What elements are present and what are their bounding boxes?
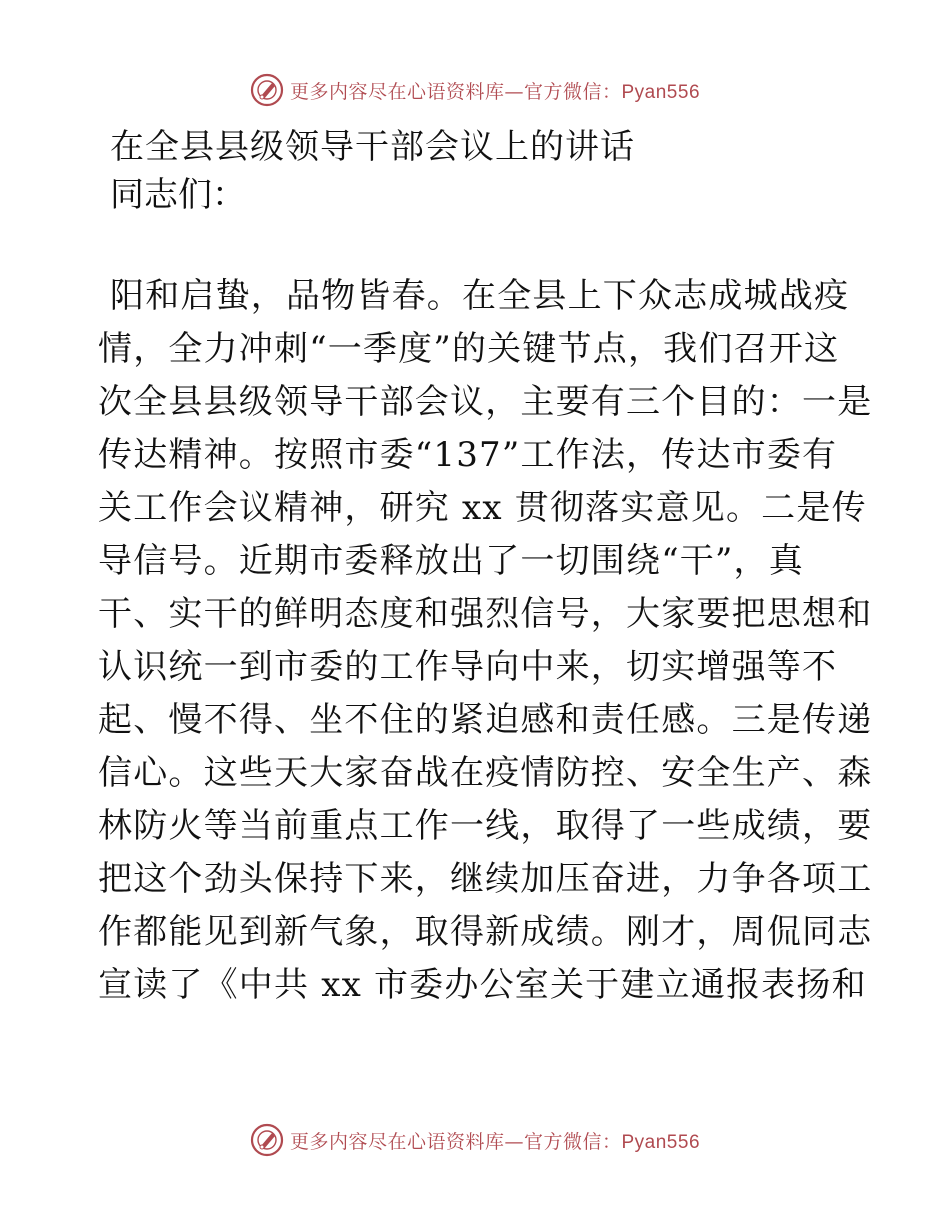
body-line: 情，全力冲刺“一季度”的关键节点，我们召开这: [98, 329, 840, 369]
pen-nib-logo-icon: [250, 1123, 284, 1157]
body-line: 传达精神。按照市委“137”工作法，传达市委有: [98, 435, 838, 475]
watermark-text: 更多内容尽在心语资料库—官方微信：: [289, 80, 622, 103]
body-line: 宣读了《中共 xx 市委办公室关于建立通报表扬和: [98, 965, 867, 1005]
watermark-handle: Pyan556: [621, 81, 701, 103]
body-line: 林防火等当前重点工作一线，取得了一些成绩，要: [98, 806, 873, 846]
body-line: 干、实干的鲜明态度和强烈信号，大家要把思想和: [98, 594, 873, 634]
document-title: 在全县县级领导干部会议上的讲话: [110, 127, 635, 167]
footer-watermark: [0, 1120, 950, 1160]
body-line: 信心。这些天大家奋战在疫情防控、安全生产、森: [98, 753, 873, 793]
document-body: [98, 270, 873, 1012]
body-line: 认识统一到市委的工作导向中来，切实增强等不: [98, 647, 838, 687]
body-line: 作都能见到新气象，取得新成绩。刚才，周侃同志: [98, 912, 873, 952]
body-line: 阳和启蛰，品物皆春。在全县上下众志成城战疫: [110, 276, 850, 316]
pen-nib-logo-icon: [250, 73, 284, 107]
salutation: 同志们：: [110, 175, 246, 215]
header-watermark: [0, 70, 950, 110]
body-line: 导信号。近期市委释放出了一切围绕“干”，真: [98, 541, 804, 581]
body-line: 关工作会议精神，研究 xx 贯彻落实意见。二是传: [98, 488, 867, 528]
watermark-text: 更多内容尽在心语资料库—官方微信：: [289, 1130, 622, 1153]
body-line: 起、慢不得、坐不住的紧迫感和责任感。三是传递: [98, 700, 873, 740]
watermark-handle: Pyan556: [621, 1131, 701, 1153]
body-line: 把这个劲头保持下来，继续加压奋进，力争各项工: [98, 859, 873, 899]
body-line: 次全县县级领导干部会议，主要有三个目的：一是: [98, 382, 873, 422]
